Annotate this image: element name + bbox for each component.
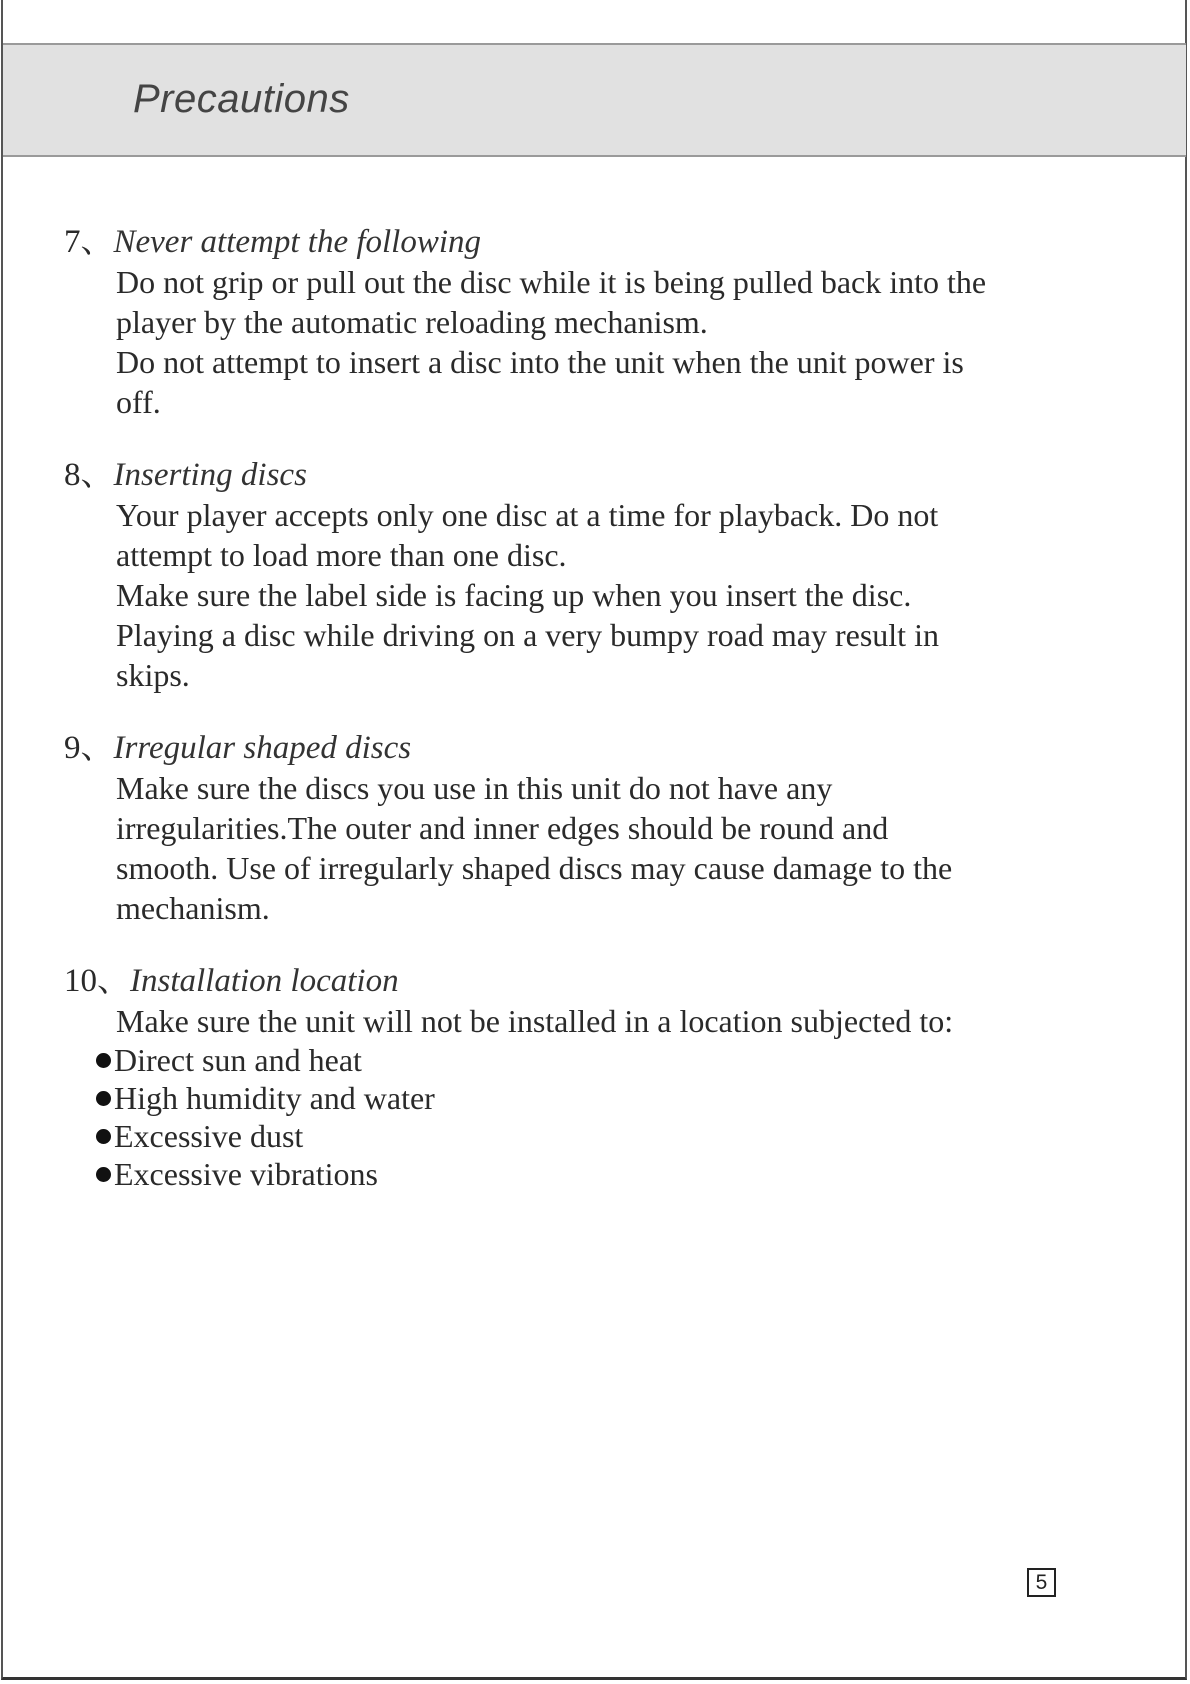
header-band <box>3 43 1186 157</box>
bullet-icon <box>96 1167 111 1182</box>
paragraph-line: Playing a disc while driving on a very bumpy road may result in <box>116 617 939 653</box>
paragraph <box>116 342 1126 422</box>
paragraph-line: Make sure the unit will not be installed in a location subjected to: <box>116 1003 954 1039</box>
list-item <box>96 1041 1124 1079</box>
bullet-icon <box>96 1053 111 1068</box>
section-number: 10、 <box>64 963 130 999</box>
content-body <box>64 222 1124 1226</box>
section-8 <box>64 455 1124 695</box>
section-number: 8、 <box>64 457 114 493</box>
paragraph-line: Do not attempt to insert a disc into the unit when the unit power is <box>116 344 964 380</box>
list-item <box>96 1117 1124 1155</box>
paragraph-line: Do not grip or pull out the disc while it is being pulled back into the <box>116 264 987 300</box>
paragraph-line: Make sure the label side is facing up when you insert the disc. <box>116 577 912 613</box>
section-number: 7、 <box>64 224 114 260</box>
section-heading <box>64 961 1124 1001</box>
list-item <box>96 1079 1124 1117</box>
paragraph-line: Your player accepts only one disc at a time for playback. Do not <box>116 497 939 533</box>
paragraph <box>116 768 1126 928</box>
paragraph-line: attempt to load more than one disc. <box>116 537 567 573</box>
paragraph-line: skips. <box>116 657 190 693</box>
section-heading <box>64 222 1124 262</box>
section-9 <box>64 728 1124 928</box>
section-heading <box>64 455 1124 495</box>
paragraph <box>116 1001 1126 1041</box>
bullet-icon <box>96 1129 111 1144</box>
paragraph-line: smooth. Use of irregularly shaped discs may cause damage to the <box>116 850 953 886</box>
section-heading <box>64 728 1124 768</box>
section-title: Inserting discs <box>113 457 307 493</box>
list-item-text: Excessive dust <box>114 1118 304 1154</box>
paragraph <box>116 495 1126 575</box>
paragraph <box>116 615 1126 695</box>
list-item-text: Excessive vibrations <box>114 1156 378 1192</box>
section-title: Never attempt the following <box>113 224 482 260</box>
paragraph-line: player by the automatic reloading mechanism. <box>116 304 708 340</box>
bullet-list <box>96 1041 1124 1193</box>
paragraph <box>116 575 1126 615</box>
list-item <box>96 1155 1124 1193</box>
paragraph-line: Make sure the discs you use in this unit do not have any <box>116 770 833 806</box>
paragraph-line: mechanism. <box>116 890 270 926</box>
paragraph-line: off. <box>116 384 161 420</box>
section-title: Installation location <box>130 963 399 999</box>
section-title: Irregular shaped discs <box>113 730 412 766</box>
paragraph <box>116 262 1126 342</box>
list-item-text: High humidity and water <box>114 1080 435 1116</box>
list-item-text: Direct sun and heat <box>114 1042 362 1078</box>
paragraph-line: irregularities.The outer and inner edges should be round and <box>116 810 889 846</box>
section-number: 9、 <box>64 730 114 766</box>
page-title: Precautions <box>133 77 350 121</box>
bullet-icon <box>96 1091 111 1106</box>
section-10 <box>64 961 1124 1193</box>
section-7 <box>64 222 1124 422</box>
page-number: 5 <box>1027 1568 1056 1597</box>
